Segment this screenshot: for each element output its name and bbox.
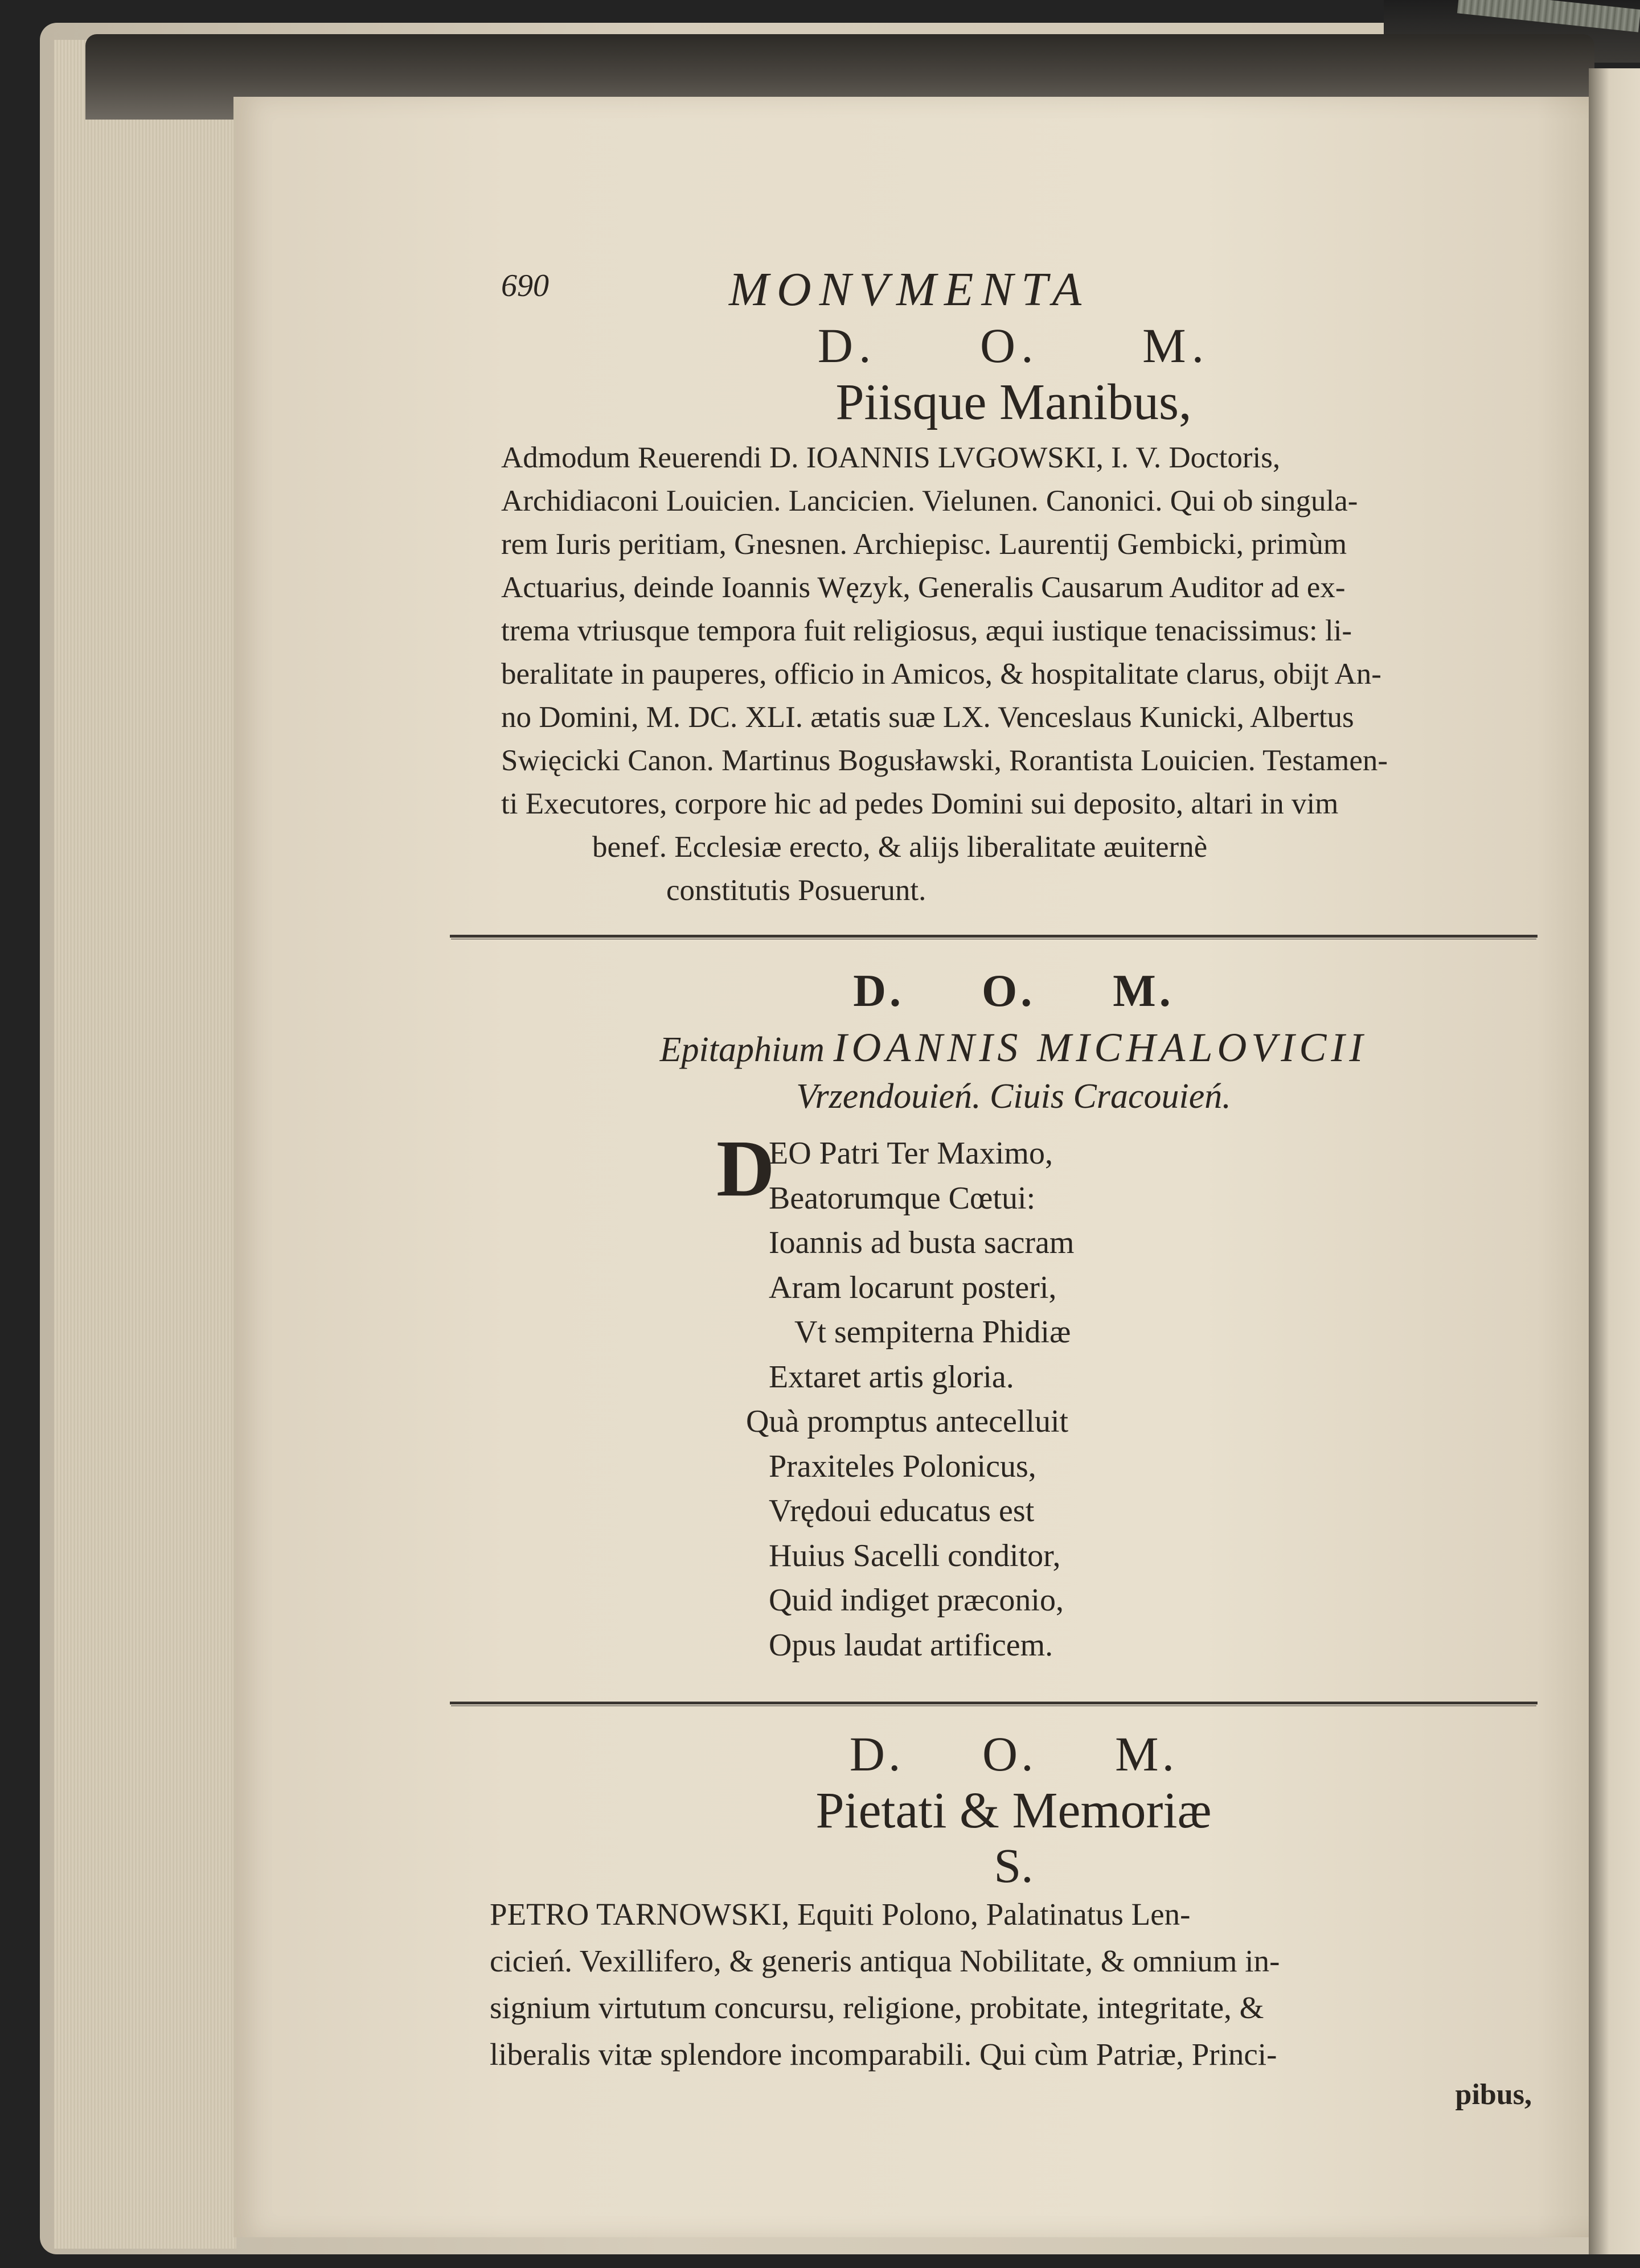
poem-line: Aram locarunt posteri, xyxy=(769,1269,1057,1305)
text-line: Actuarius, deinde Ioannis Węzyk, Generalis Causarum Auditor ad ex- xyxy=(501,571,1346,605)
poem-line: Quid indiget præconio, xyxy=(769,1583,1064,1618)
text-line: beralitate in pauperes, officio in Amicos, & hospitalitate clarus, obijt An- xyxy=(501,658,1381,691)
poem-line: Beatorumque Cœtui: xyxy=(769,1180,1036,1216)
epitaph-name: IOANNIS MICHALOVICII xyxy=(833,1025,1368,1071)
text-line: benef. Ecclesiæ erecto, & alijs liberalitate æuiternè xyxy=(592,831,1208,864)
text-line: no Domini, M. DC. XLI. ætatis suæ LX. Venceslaus Kunicki, Albertus xyxy=(501,701,1354,734)
memorial-text xyxy=(490,1891,1526,2078)
text-line: rem Iuris peritiam, Gnesnen. Archiepisc. Laurentij Gembicki, primùm xyxy=(501,528,1347,561)
section-heading: Piisque Manibus, xyxy=(835,373,1192,430)
epitaph-subtitle: Vrzendouień. Ciuis Cracouień. xyxy=(796,1077,1231,1116)
text-line: liberalis vitæ splendore incomparabili. Qui cùm Patriæ, Princi- xyxy=(490,2037,1277,2072)
memorial-tarnowski xyxy=(490,1727,1532,2111)
poem-line: Quà promptus antecelluit xyxy=(746,1404,1069,1440)
text-line: Admodum Reuerendi D. IOANNIS LVGOWSKI, I. V. Doctoris, xyxy=(501,441,1281,475)
page-number: 690 xyxy=(501,268,549,303)
text-line: Archidiaconi Louicien. Lancicien. Vielunen. Canonici. Qui ob singula- xyxy=(501,484,1358,518)
text-line: PETRO TARNOWSKI, Equiti Polono, Palatinatus Len- xyxy=(490,1897,1191,1932)
epitaph-michalovicius xyxy=(501,966,1526,1667)
drop-capital: D xyxy=(716,1123,775,1214)
epitaph-lugowski xyxy=(501,319,1526,912)
text-line: cicień. Vexillifero, & generis antiqua Nobilitate, & omnium in- xyxy=(490,1944,1280,1979)
section-subheading: S. xyxy=(994,1838,1034,1893)
page-edges xyxy=(54,40,236,2249)
section-heading: Pietati & Memoriæ xyxy=(815,1782,1212,1839)
poem-line: Vrędoui educatus est xyxy=(769,1493,1035,1529)
poem-line: EO Patri Ter Maximo, xyxy=(769,1136,1053,1172)
text-line: Swięcicki Canon. Martinus Bogusławski, Rorantista Louicien. Testamen- xyxy=(501,744,1388,778)
section-divider xyxy=(450,1702,1538,1704)
text-line: constitutis Posuerunt. xyxy=(666,874,926,907)
poem-line: Vt sempiterna Phidiæ xyxy=(794,1314,1071,1350)
running-header xyxy=(501,256,1526,319)
page-content xyxy=(490,256,1532,2111)
poem-line: Opus laudat artificem. xyxy=(769,1627,1053,1663)
epitaph-poem xyxy=(716,1123,1526,1667)
epitaph-label: Epitaphium xyxy=(659,1030,825,1070)
dom-heading: D. O. M. xyxy=(849,1727,1178,1782)
section-divider xyxy=(450,935,1538,938)
facing-page-edge xyxy=(1589,68,1640,2254)
dom-heading: D. O. M. xyxy=(853,966,1174,1017)
poem-line: Ioannis ad busta sacram xyxy=(769,1225,1075,1261)
epitaph-text xyxy=(501,436,1526,912)
text-line: signium virtutum concursu, religione, probitate, integritate, & xyxy=(490,1990,1264,2025)
running-title: MONVMENTA xyxy=(729,263,1090,316)
poem-line: Huius Sacelli conditor, xyxy=(769,1538,1061,1573)
text-line: ti Executores, corpore hic ad pedes Domini sui deposito, altari in vim xyxy=(501,787,1339,821)
epitaph-title xyxy=(501,1024,1526,1073)
catchword: pibus, xyxy=(1455,2078,1532,2111)
poem-line: Extaret artis gloria. xyxy=(769,1359,1014,1395)
text-line: trema vtriusque tempora fuit religiosus, æqui iustique tenacissimus: li- xyxy=(501,614,1352,648)
poem-line: Praxiteles Polonicus, xyxy=(769,1448,1036,1484)
dom-heading: D. O. M. xyxy=(817,318,1210,373)
